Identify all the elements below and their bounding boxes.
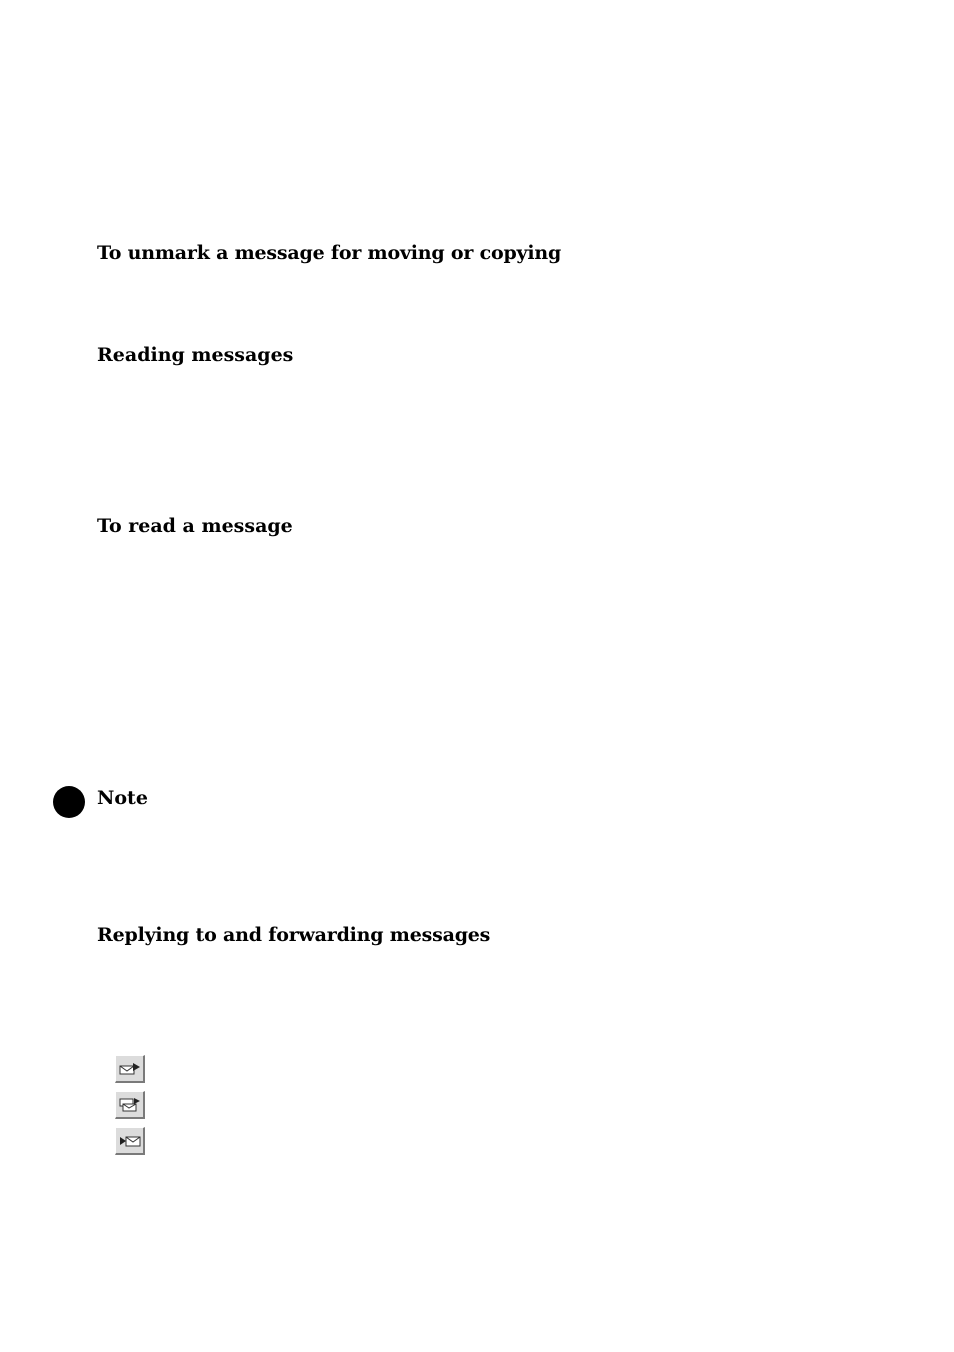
heading-unmark-message: To unmark a message for moving or copying [97,242,562,264]
heading-reading-messages: Reading messages [97,344,294,366]
heading-note: Note [97,787,148,809]
reply-icon [115,1055,145,1083]
forward-icon-glyph [118,1131,142,1151]
reply-all-icon-glyph [118,1095,142,1115]
heading-replying-forwarding: Replying to and forwarding messages [97,924,491,946]
reply-all-icon [115,1091,145,1119]
forward-icon [115,1127,145,1155]
heading-read-message: To read a message [97,515,293,537]
note-bullet-icon [53,786,85,818]
reply-icon-glyph [118,1059,142,1079]
